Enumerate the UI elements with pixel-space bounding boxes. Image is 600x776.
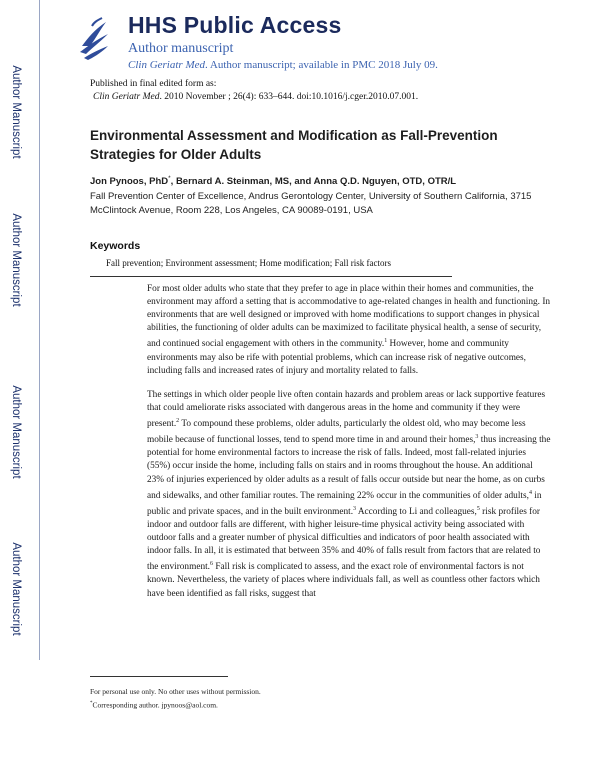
usage-note: For personal use only. No other uses without permission. (90, 687, 261, 696)
sidebar-label: Author Manuscript (10, 213, 22, 307)
reference-link[interactable]: 2 (176, 417, 180, 424)
availability-text: . Author manuscript; available in PMC 2018 July 09. (205, 59, 438, 71)
author-separator: , and (289, 176, 314, 188)
citation-journal: Clin Geriatr Med (93, 92, 160, 102)
paragraph-text: For most older adults who state that they prefer to age in place within their homes and communities, the environment may afford a setting that is accommodative to age-related changes in health and functioning. In environments that are well designed or improved with home modifications to support changes in physical abilities, the functioning of older adults can be maximized to facilitate physical health, a sense of security, and continued social engagement with others in the community. (147, 284, 551, 350)
availability-line (128, 59, 438, 71)
publication-info (90, 78, 418, 104)
paragraph-text: thus increasing the potential for home environmental factors to increase the risk of falls. Indeed, most fall-related injuries (55%) occur inside the home, including falls on stairs and in rooms throughout the house. An additional 23% of injuries experienced by older adults as a result of falls occur outside but near the home, as on curbs and sidewalks, and other familiar routes. The remaining 22% occur in the communities of older adults, (147, 435, 551, 501)
author-manuscript-label: Author manuscript (128, 41, 234, 56)
hhs-public-access-title: HHS Public Access (128, 12, 342, 38)
sidebar-label: Author Manuscript (10, 542, 22, 636)
reference-link[interactable]: 3 (475, 434, 479, 441)
reference-link[interactable]: 3 (353, 505, 357, 512)
paragraph (147, 389, 551, 601)
reference-link[interactable]: 5 (476, 505, 480, 512)
reference-link[interactable]: 6 (210, 561, 213, 568)
paragraph-text: However, home and community environments may also be rife with potential problems, which can increase risk of negative outcomes, including falls and increased rates of injury and mortality related to falls. (147, 339, 526, 376)
author-list (90, 175, 456, 187)
paragraph-text: Fall risk is complicated to assess, and the exact role of environmental factors is not known. Nevertheless, the variety of places where individuals fall, as well as countless other factors which have been identified as fall risks, suggest that (147, 562, 540, 599)
abstract-divider (90, 276, 452, 277)
author-separator: , (170, 176, 176, 188)
paragraph-text: in public and private spaces, and in the built environment. (147, 490, 542, 517)
keywords-heading: Keywords (90, 240, 141, 252)
footnote-divider (90, 676, 228, 677)
reference-link[interactable]: 1 (384, 338, 388, 345)
corresponding-author-note (90, 698, 261, 712)
sidebar-label: Author Manuscript (10, 65, 22, 159)
sidebar-label: Author Manuscript (10, 385, 22, 479)
corresponding-mark: * (168, 175, 171, 182)
affiliation: Fall Prevention Center of Excellence, Andrus Gerontology Center, University of Southern California, 3715 McClintock Avenue, Room 228, Los Angeles, CA 90089-0191, USA (90, 191, 532, 216)
paragraph-text: risk profiles for indoor and outdoor falls are different, with higher leisure-time physical activity being associated with outdoor falls and a greater number of physical difficulties and indicators of poor health associated with indoor falls. In all, it is estimated that between 35% and 40% of falls result from factors that are related to the environment. (147, 506, 541, 573)
corresponding-author-text: Corresponding author. jpynoos@aol.com. (92, 700, 218, 710)
footnotes (90, 686, 261, 712)
reference-link[interactable]: 4 (528, 489, 532, 496)
citation (90, 91, 418, 104)
journal-name: Clin Geriatr Med (128, 59, 205, 71)
published-label: Published in final edited form as: (90, 79, 217, 89)
corresponding-mark: * (90, 701, 93, 706)
paragraph-text: According to Li and colleagues, (356, 506, 477, 517)
keywords-list: Fall prevention; Environment assessment; Home modification; Fall risk factors (106, 258, 391, 268)
author-name: Bernard A. Steinman, MS (175, 176, 290, 188)
paragraph-text: The settings in which older people live often contain hazards and problem areas or lack supportive features that could ameliorate risks associated with dangerous areas in the home and community if they were present. (147, 389, 546, 430)
author-manuscript-sidebar (0, 0, 32, 776)
paragraph (147, 283, 551, 378)
article-body (147, 283, 551, 612)
citation-details: . 2010 November ; 26(4): 633–644. doi:10.1016/j.cger.2010.07.001. (159, 92, 419, 102)
hhs-eagle-logo-icon (78, 16, 110, 60)
article-title: Environmental Assessment and Modification as Fall-Prevention Strategies for Older Adults (90, 128, 498, 162)
author-name: Anna Q.D. Nguyen, OTD, OTR/L (313, 176, 457, 188)
author-name: Jon Pynoos, PhD (90, 176, 169, 188)
paragraph-text: To compound these problems, older adults, particularly the oldest old, who may become less mobile because of functional losses, tend to spend more time in and around their homes, (147, 419, 526, 446)
sidebar-divider (39, 0, 40, 660)
